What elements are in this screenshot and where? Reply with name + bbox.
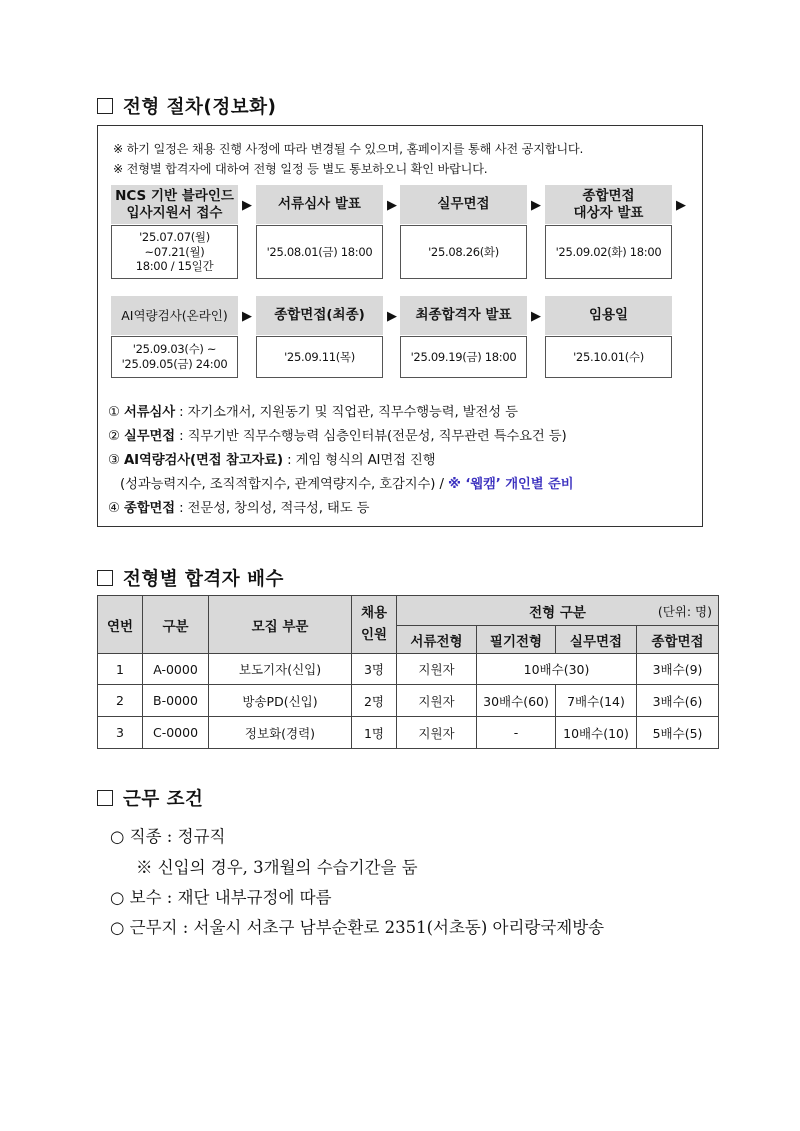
header-stage: 전형 구분 (단위: 명) <box>397 596 719 626</box>
arrow-right-icon: ▶ <box>387 309 397 324</box>
date-final-interview: '25.09.11(목) <box>256 336 383 378</box>
header-no: 연번 <box>98 596 143 654</box>
date-practical: '25.08.26(화) <box>400 225 527 279</box>
header-unit: (단위: 명) <box>657 604 712 619</box>
date-appointment: '25.10.01(수) <box>545 336 672 378</box>
ratio-table <box>97 595 719 749</box>
arrow-right-icon: ▶ <box>531 309 541 324</box>
section-title-process: 전형 절차(정보화) <box>97 93 276 119</box>
date-apply: '25.07.07(월) ~07.21(월) 18:00 / 15일간 <box>111 225 238 279</box>
arrow-right-icon: ▶ <box>387 198 397 213</box>
work-job-type: ○ 직종 : 정규직 <box>110 827 226 846</box>
step-final-candidates: 종합면접 대상자 발표 <box>545 185 672 224</box>
criteria-ai-detail: (성과능력지수, 조직적합지수, 관계역량지수, 호감지수) / ※ ‘웹캠’ 개인별 준비 <box>120 477 574 492</box>
header-s1: 서류전형 <box>397 626 477 654</box>
arrow-right-icon: ▶ <box>242 309 252 324</box>
step-doc-result: 서류심사 발표 <box>256 185 383 224</box>
header-s4: 종합면접 <box>637 626 719 654</box>
work-probation-note: ※ 신입의 경우, 3개월의 수습기간을 둠 <box>136 858 418 877</box>
step-final-interview: 종합면접(최종) <box>256 296 383 335</box>
note-2: ※ 전형별 합격자에 대하여 전형 일정 등 별도 통보하오니 확인 바랍니다. <box>113 162 488 176</box>
date-final-candidates: '25.09.02(화) 18:00 <box>545 225 672 279</box>
process-box <box>97 125 703 527</box>
criteria-ai: ③ AI역량검사(면접 참고자료) : 게임 형식의 AI면접 진행 <box>108 453 436 468</box>
section-title-ratio: 전형별 합격자 배수 <box>97 565 284 591</box>
criteria-doc: ① 서류심사 : 자기소개서, 지원동기 및 직업관, 직무수행능력, 발전성 등 <box>108 405 518 420</box>
date-doc-result: '25.08.01(금) 18:00 <box>256 225 383 279</box>
work-salary: ○ 보수 : 재단 내부규정에 따름 <box>110 888 332 907</box>
criteria-final: ④ 종합면접 : 전문성, 창의성, 적극성, 태도 등 <box>108 501 370 516</box>
header-code: 구분 <box>143 596 209 654</box>
note-1: ※ 하기 일정은 채용 진행 사정에 따라 변경될 수 있으며, 홈페이지를 통해 사전 공지합니다. <box>113 142 584 156</box>
checkbox-square-icon <box>97 570 113 586</box>
arrow-right-icon: ▶ <box>242 198 252 213</box>
step-ai-test: AI역량검사(온라인) <box>111 296 238 335</box>
step-final-result: 최종합격자 발표 <box>400 296 527 335</box>
table-row: 2 B-0000 방송PD(신입) 2명 지원자 30배수(60) 7배수(14) 3배수(6) <box>98 685 719 717</box>
arrow-right-icon: ▶ <box>531 198 541 213</box>
header-count: 채용 인원 <box>352 596 397 654</box>
header-dept: 모집 부문 <box>209 596 352 654</box>
step-practical: 실무면접 <box>400 185 527 224</box>
section-title-work: 근무 조건 <box>97 785 203 811</box>
table-row: 3 C-0000 정보화(경력) 1명 지원자 - 10배수(10) 5배수(5) <box>98 717 719 749</box>
date-final-result: '25.09.19(금) 18:00 <box>400 336 527 378</box>
work-location: ○ 근무지 : 서울시 서초구 남부순환로 2351(서초동) 아리랑국제방송 <box>110 918 605 937</box>
step-apply: NCS 기반 블라인드 입사지원서 접수 <box>111 185 238 224</box>
header-s3: 실무면접 <box>556 626 637 654</box>
date-ai-test: '25.09.03(수) ~ '25.09.05(금) 24:00 <box>111 336 238 378</box>
checkbox-square-icon <box>97 790 113 806</box>
table-row: 1 A-0000 보도기자(신입) 3명 지원자 10배수(30) 3배수(9) <box>98 654 719 685</box>
checkbox-square-icon <box>97 98 113 114</box>
criteria-practical: ② 실무면접 : 직무기반 직무수행능력 심층인터뷰(전문성, 직무관련 특수요건 등) <box>108 429 567 444</box>
arrow-right-icon: ▶ <box>676 198 686 213</box>
step-appointment: 임용일 <box>545 296 672 335</box>
header-s2: 필기전형 <box>477 626 556 654</box>
